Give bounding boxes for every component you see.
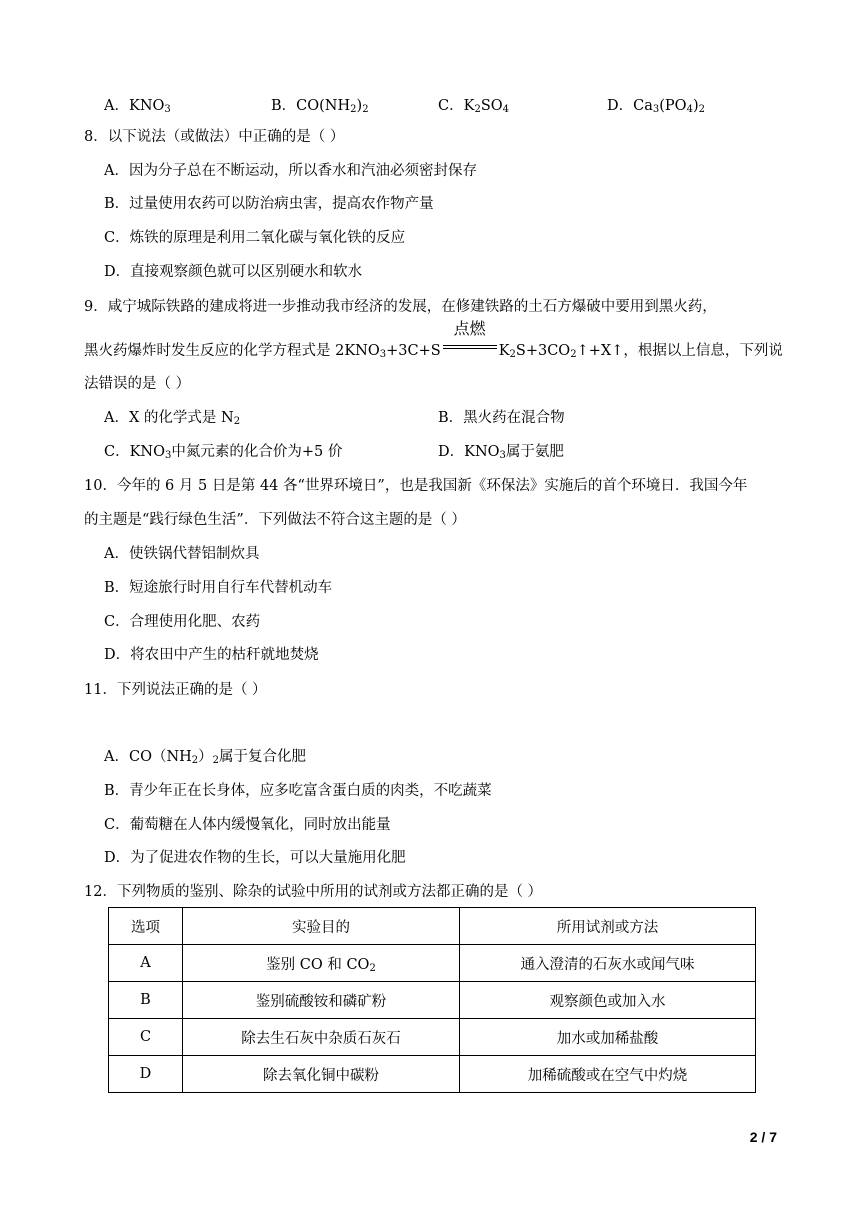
- cell-option: B: [109, 982, 183, 1019]
- formula-text: (PO: [659, 98, 687, 114]
- reaction-condition: [441, 319, 499, 355]
- subscript: 3: [652, 104, 660, 115]
- subscript: 2: [191, 755, 199, 766]
- condition-label: 点燃: [453, 319, 486, 338]
- formula-text: ): [356, 98, 363, 114]
- q9-option-b: B．黑火药在混合物: [438, 410, 565, 426]
- subscript: 4: [686, 104, 693, 115]
- formula-text: Ca: [633, 98, 653, 114]
- equation-text: K: [498, 343, 510, 359]
- q9-stem-line3: 法错误的是（ ）: [84, 376, 191, 392]
- q9-stem-line1: 9．咸宁城际铁路的建成将进一步推动我市经济的发展，在修建铁路的土石方爆破中要用到黑火药，: [84, 299, 717, 315]
- q8-option-b: B．过量使用农药可以防治病虫害，提高农作物产量: [104, 196, 434, 212]
- subscript: 2: [350, 104, 357, 115]
- q9-option-d: [438, 443, 564, 461]
- prev-option-a: [104, 94, 171, 115]
- cell-method: 通入澄清的石灰水或闻气味: [460, 945, 756, 982]
- q8-option-d: D．直接观察颜色就可以区别硬水和软水: [104, 264, 363, 280]
- table-header-row: [109, 908, 756, 945]
- formula-text: ): [692, 98, 699, 114]
- q11-stem: 11．下列说法正确的是（ ）: [84, 682, 267, 698]
- table-row: [109, 1019, 756, 1056]
- q10-stem-line1: 10．今年的 6 月 5 日是第 44 各“世界环境日”，也是我国新《环保法》实施后的首个环境日．我国今年: [84, 478, 748, 494]
- page-number: 2 / 7: [749, 1129, 777, 1145]
- formula-text: CO(NH: [296, 98, 351, 114]
- formula-text: KNO: [128, 98, 165, 114]
- q10-option-a: A．使铁锅代替铝制炊具: [104, 546, 260, 562]
- subscript: 4: [502, 104, 510, 115]
- subscript: 2: [362, 104, 369, 115]
- q8-stem: 8．以下说法（或做法）中正确的是（ ）: [84, 129, 345, 145]
- q10-option-c: C．合理使用化肥、农药: [104, 614, 261, 630]
- subscript: 3: [165, 450, 172, 461]
- equation-text: S+3CO: [515, 343, 571, 359]
- subscript: 3: [499, 450, 506, 461]
- cell-text: 鉴别 CO 和 CO: [266, 956, 370, 973]
- option-letter: A．: [104, 98, 129, 114]
- option-text: 属于氨肥: [505, 444, 564, 460]
- subscript: 2: [570, 349, 577, 360]
- q11-option-c: C．葡萄糖在人体内缓慢氧化，同时放出能量: [104, 817, 391, 833]
- option-letter: C．: [438, 98, 464, 114]
- cell-goal: 除去氧化铜中碳粉: [183, 1056, 460, 1093]
- cell-method: 加稀硫酸或在空气中灼烧: [460, 1056, 756, 1093]
- q8-option-c: C．炼铁的原理是利用二氧化碳与氧化铁的反应: [104, 230, 406, 246]
- header-cell-method: 所用试剂或方法: [460, 908, 756, 945]
- header-cell-goal: 实验目的: [183, 908, 460, 945]
- q12-stem: 12．下列物质的鉴别、除杂的试验中所用的试剂或方法都正确的是（ ）: [84, 884, 543, 900]
- table-row: [109, 982, 756, 1019]
- cell-method: 加水或加稀盐酸: [460, 1019, 756, 1056]
- subscript: 2: [369, 962, 376, 974]
- table-row: [109, 1056, 756, 1093]
- cell-goal: [183, 945, 460, 982]
- subscript: 3: [164, 104, 171, 115]
- q11-option-b: B．青少年正在长身体，应多吃富含蛋白质的肉类，不吃蔬菜: [104, 783, 492, 799]
- equals-line-bottom: [443, 348, 497, 349]
- cell-option: A: [109, 945, 183, 982]
- header-cell-option: 选项: [109, 908, 183, 945]
- subscript: 2: [212, 755, 220, 766]
- cell-goal: 除去生石灰中杂质石灰石: [183, 1019, 460, 1056]
- option-text: A．X 的化学式是 N: [104, 410, 234, 426]
- option-text: ）: [198, 749, 213, 765]
- equation-text: ↑+X↑，根据以上信息，下列说: [576, 343, 783, 359]
- q9-equation-line: [84, 319, 783, 360]
- q9-option-c: [104, 443, 342, 461]
- prev-option-c: [438, 94, 509, 115]
- q8-option-a: A．因为分子总在不断运动，所以香水和汽油必须密封保存: [104, 163, 477, 179]
- option-text: D．KNO: [438, 444, 500, 460]
- q10-option-b: B．短途旅行时用自行车代替机动车: [104, 580, 333, 596]
- equation-text: 黑火药爆炸时发生反应的化学方程式是 2KNO: [84, 343, 380, 359]
- prev-option-d: [607, 94, 705, 115]
- option-text: 属于复合化肥: [219, 749, 307, 765]
- table-row: [109, 945, 756, 982]
- q9-option-a: [104, 409, 240, 427]
- subscript: 2: [509, 349, 516, 360]
- cell-option: D: [109, 1056, 183, 1093]
- cell-goal: 鉴别硫酸铵和磷矿粉: [183, 982, 460, 1019]
- option-text: C．KNO: [104, 444, 166, 460]
- cell-method: 观察颜色或加入水: [460, 982, 756, 1019]
- q10-stem-line2: 的主题是“践行绿色生活”．下列做法不符合这主题的是（ ）: [84, 512, 466, 528]
- subscript: 3: [379, 349, 387, 360]
- option-letter: D．: [607, 98, 634, 114]
- equation-text: +3C+S: [386, 343, 441, 359]
- option-text: A．CO（NH: [104, 749, 192, 765]
- cell-option: C: [109, 1019, 183, 1056]
- option-text: 中氮元素的化合价为+5 价: [171, 444, 343, 460]
- q12-table: [108, 907, 756, 1093]
- prev-option-b: [271, 94, 369, 115]
- q10-option-d: D．将农田中产生的枯秆就地焚烧: [104, 647, 319, 663]
- option-letter: B．: [271, 98, 297, 114]
- equals-line-top: [443, 345, 497, 346]
- subscript: 2: [474, 104, 481, 115]
- q11-option-d: D．为了促进农作物的生长，可以大量施用化肥: [104, 850, 406, 866]
- q11-option-a: [104, 748, 306, 766]
- subscript: 2: [233, 416, 241, 427]
- subscript: 2: [698, 104, 705, 115]
- formula-text: K: [463, 98, 475, 114]
- formula-text: SO: [480, 98, 503, 114]
